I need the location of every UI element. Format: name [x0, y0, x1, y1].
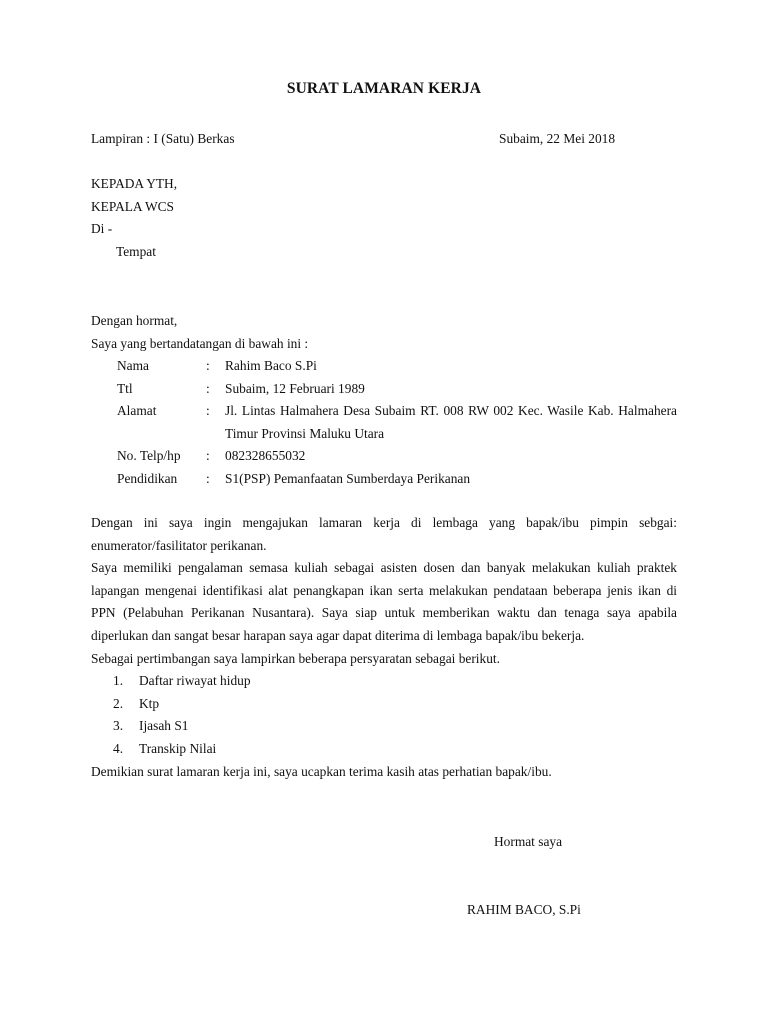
list-item	[91, 693, 677, 716]
recipient-line: KEPALA WCS	[91, 198, 174, 214]
detail-row	[117, 445, 677, 468]
detail-value: Subaim, 12 Februari 1989	[225, 380, 365, 396]
detail-value: Jl. Lintas Halmahera Desa Subaim RT. 008 RW 002 Kec. Wasile Kab. Halmahera Timur Provinsi Maluku Utara	[225, 403, 677, 441]
greeting-block	[91, 310, 308, 355]
list-number: 4.	[113, 740, 124, 756]
detail-colon: :	[206, 403, 210, 419]
detail-row	[117, 468, 677, 491]
detail-colon: :	[206, 358, 210, 373]
greeting-text: Dengan hormat,	[91, 313, 178, 328]
recipient-block	[91, 173, 177, 263]
closing-paragraph: Demikian surat lamaran kerja ini, saya ucapkan terima kasih atas perhatian bapak/ibu.	[91, 763, 552, 779]
recipient-line: Di -	[91, 221, 113, 237]
detail-label: Alamat	[117, 403, 157, 419]
list-number: 2.	[113, 695, 124, 711]
detail-value: 082328655032	[225, 448, 306, 464]
attachment-count: Lampiran : I (Satu) Berkas	[91, 131, 235, 146]
signature-name: RAHIM BACO, S.Pi	[467, 902, 581, 917]
list-number: 1.	[113, 673, 124, 689]
detail-colon: :	[206, 470, 210, 486]
letter-title: SURAT LAMARAN KERJA	[286, 80, 482, 97]
detail-colon: :	[206, 448, 210, 464]
signature-greeting: Hormat saya	[494, 834, 563, 849]
list-text: Ktp	[139, 695, 160, 711]
intro-text: Saya yang bertandatangan di bawah ini :	[91, 335, 309, 351]
recipient-line: KEPADA YTH,	[91, 176, 178, 191]
recipient-line: Tempat	[116, 243, 156, 259]
list-item	[91, 738, 677, 761]
applicant-details	[117, 355, 677, 491]
list-item	[91, 670, 677, 693]
detail-label: Ttl	[117, 380, 133, 396]
detail-row	[117, 378, 677, 401]
place-date: Subaim, 22 Mei 2018	[499, 131, 616, 146]
detail-colon: :	[206, 380, 210, 396]
list-item	[91, 715, 677, 738]
body-paragraph: Saya memiliki pengalaman semasa kuliah sebagai asisten dosen dan banyak melakukan kuliah praktek lapangan mengenai identifikasi alat penangkapan ikan serta melakukan pendataan beberapa jenis ikan di PPN (Pelabuhan Perikanan Nusantara). Saya siap untuk memberikan waktu dan tenaga saya apabila diperlukan dan sangat besar harapan saya agar dapat diterima di lembaga bapak/ibu bekerja.	[91, 560, 677, 643]
detail-label: Nama	[117, 358, 149, 373]
list-text: Daftar riwayat hidup	[139, 673, 251, 689]
detail-value: S1(PSP) Pemanfaatan Sumberdaya Perikanan	[225, 470, 471, 486]
detail-label: Pendidikan	[117, 470, 178, 486]
detail-label: No. Telp/hp	[117, 448, 181, 464]
list-text: Transkip Nilai	[139, 740, 217, 756]
list-number: 3.	[113, 718, 124, 734]
attachment-list	[91, 670, 677, 760]
detail-row	[117, 400, 677, 445]
detail-value: Rahim Baco S.Pi	[225, 358, 317, 373]
body-paragraph: Sebagai pertimbangan saya lampirkan beberapa persyaratan sebagai berikut.	[91, 650, 500, 666]
detail-row	[117, 355, 677, 378]
body-paragraph: Dengan ini saya ingin mengajukan lamaran kerja di lembaga yang bapak/ibu pimpin sebgai: enumerator/fasilitator perikanan.	[91, 515, 677, 553]
list-text: Ijasah S1	[139, 718, 189, 734]
letter-body	[91, 512, 677, 783]
